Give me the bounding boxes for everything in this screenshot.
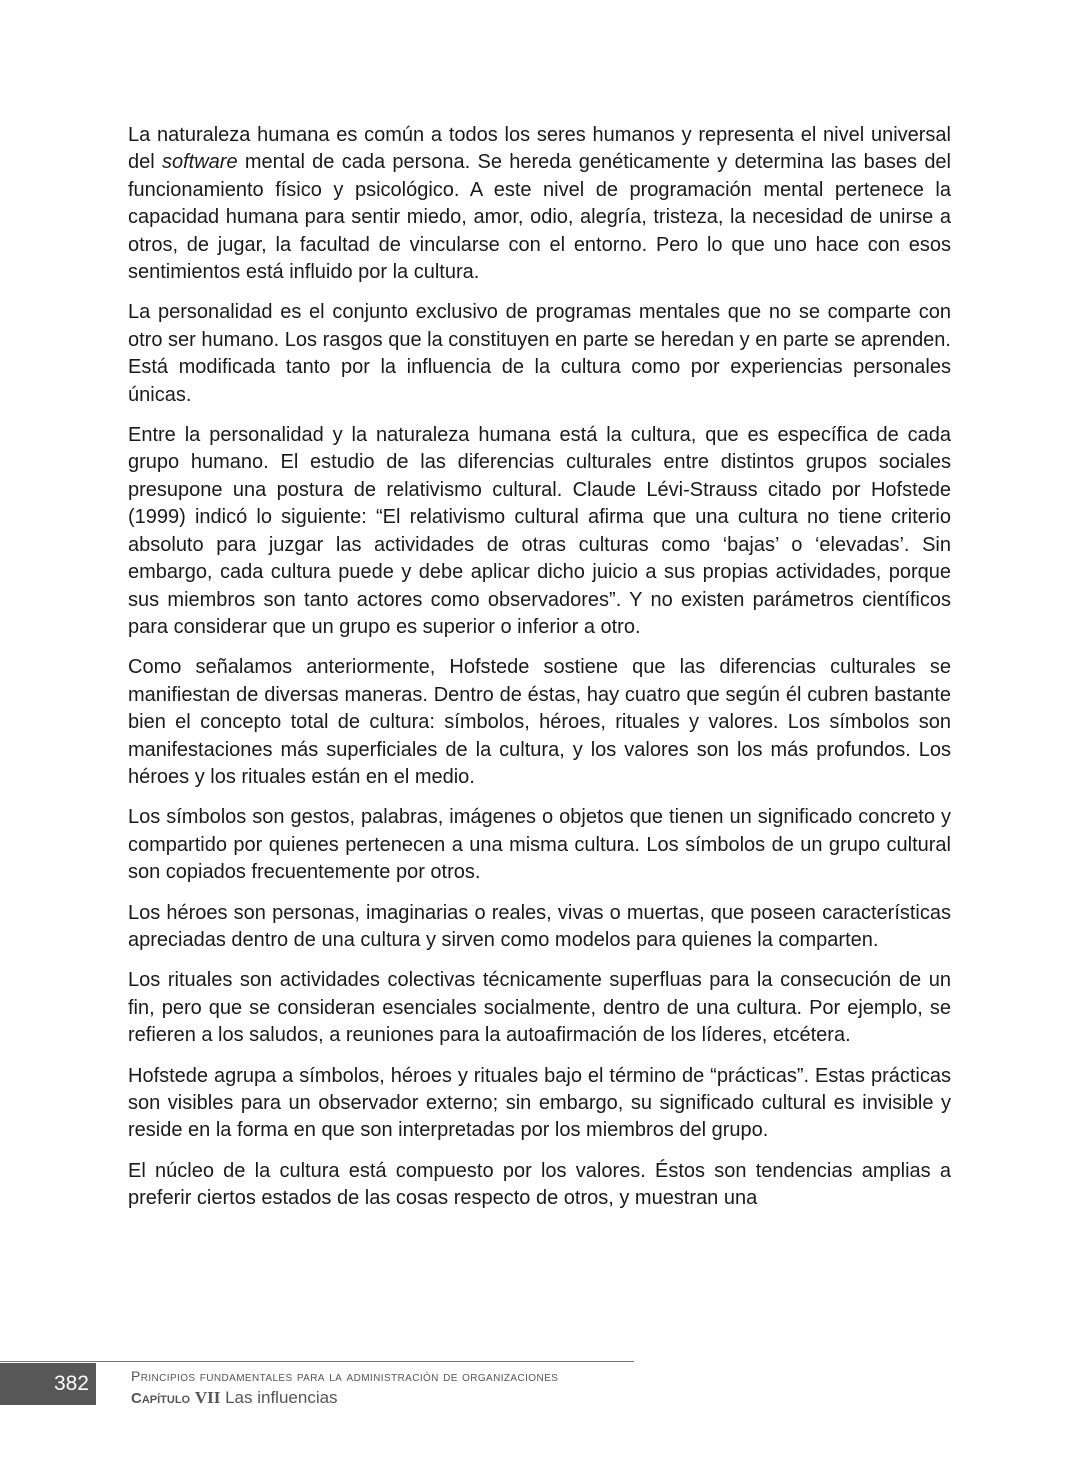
footer-divider	[0, 1361, 634, 1362]
paragraph-9: El núcleo de la cultura está compuesto por los valores. Éstos son tendencias amplias a preferir ciertos estados de las cosas respecto de otros, y muestran una	[128, 1159, 951, 1210]
chapter-line	[131, 1387, 558, 1410]
book-title: Principios fundamentales para la administración de organizaciones	[131, 1368, 559, 1384]
paragraph-2: La personalidad es el conjunto exclusivo de programas mentales que no se comparte con otro ser humano. Los rasgos que la constituyen en parte se heredan y en parte se aprenden. Está modificada tanto por la influencia de la cultura como por experiencias personales únicas.	[128, 301, 951, 406]
paragraph-4: Como señalamos anteriormente, Hofstede sostiene que las diferencias culturales se manifiestan de diversas maneras. Dentro de éstas, hay cuatro que según él cubren bastante bien el concepto total de cultura: símbolos, héroes, rituales y valores. Los símbolos son manifestaciones más superficiales de la cultura, y los valores son los más profundos. Los héroes y los rituales están en el medio.	[128, 656, 951, 788]
running-footer	[131, 1368, 558, 1410]
paragraph-1	[128, 122, 951, 286]
chapter-title: Las influencias	[225, 1388, 338, 1407]
page-number: 382	[0, 1363, 96, 1405]
chapter-label: Capítulo	[131, 1390, 191, 1407]
page-body	[128, 122, 951, 1226]
paragraph-3: Entre la personalidad y la naturaleza humana está la cultura, que es específica de cada grupo humano. El estudio de las diferencias culturales entre distintos grupos sociales presupone una postura de relativismo cultural. Claude Lévi-Strauss citado por Hofstede (1999) indicó lo siguiente: “El relativismo cultural afirma que una cultura no tiene criterio absoluto para juzgar las actividades de otras culturas como ‘bajas’ o ‘elevadas’. Sin embargo, cada cultura puede y debe aplicar dicho juicio a sus propias actividades, porque sus miembros son tanto actores como observadores”. Y no existen parámetros científicos para considerar que un grupo es superior o inferior a otro.	[128, 424, 951, 638]
paragraph-7: Los rituales son actividades colectivas técnicamente superfluas para la consecución de un fin, pero que se consideran esenciales socialmente, dentro de una cultura. Por ejemplo, se refieren a los saludos, a reuniones para la autoafirmación de los líderes, etcétera.	[128, 969, 951, 1047]
paragraph-1-end: mental de cada persona. Se hereda genéticamente y determina las bases del funcionamiento físico y psicológico. A este nivel de programación mental pertenece la capacidad humana para sentir miedo, amor, odio, alegría, tristeza, la necesidad de unirse a otros, de jugar, la facultad de vincularse con el entorno. Pero lo que uno hace con esos sentimientos está influido por la cultura.	[128, 151, 952, 284]
chapter-number: VII	[194, 1388, 221, 1407]
paragraph-8: Hofstede agrupa a símbolos, héroes y rituales bajo el término de “prácticas”. Estas prácticas son visibles para un observador externo; sin embargo, su significado cultural es invisible y reside en la forma en que son interpretadas por los miembros del grupo.	[128, 1064, 951, 1142]
paragraph-6: Los héroes son personas, imaginarias o reales, vivas o muertas, que poseen características apreciadas dentro de una cultura y sirven como modelos para quienes la comparten.	[128, 901, 951, 951]
italic-term-software: software	[161, 151, 238, 174]
paragraph-5: Los símbolos son gestos, palabras, imágenes o objetos que tienen un significado concreto y compartido por quienes pertenecen a una misma cultura. Los símbolos de un grupo cultural son copiados frecuentemente por otros.	[128, 806, 951, 884]
paragraph-1-start: La naturaleza humana es común a todos los seres humanos y representa el nivel universal del	[128, 124, 951, 174]
